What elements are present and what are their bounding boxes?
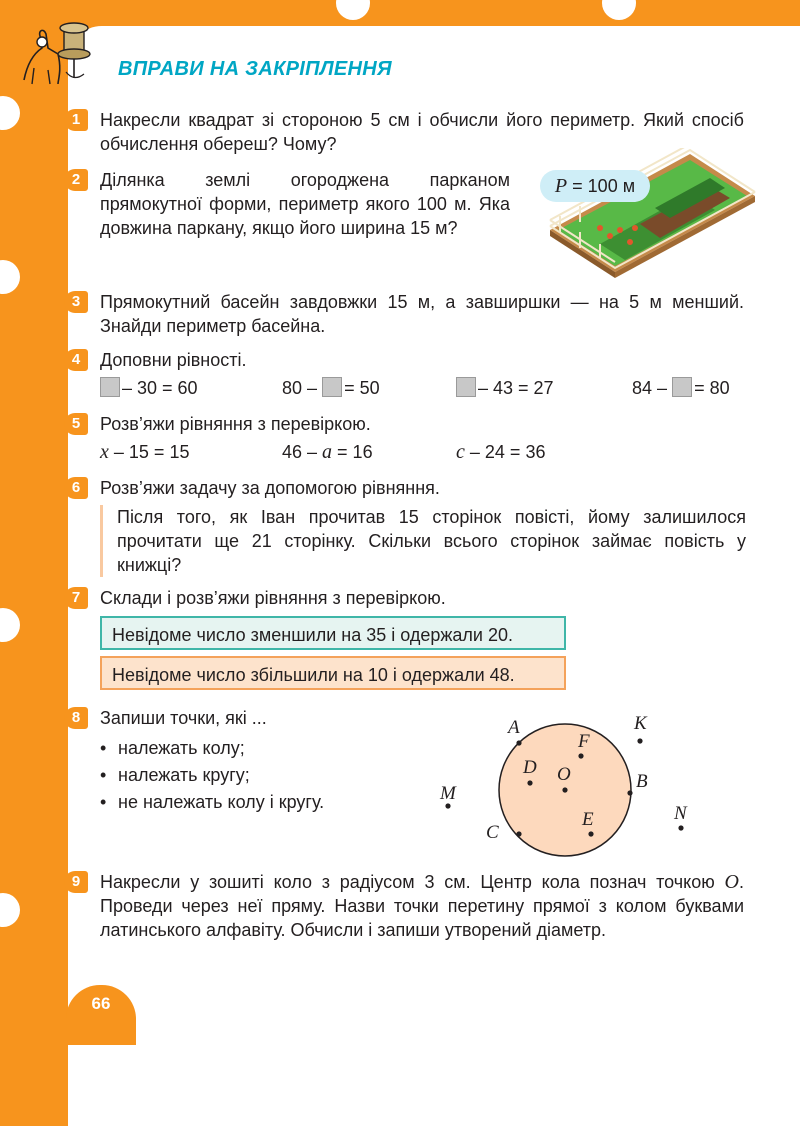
fenced-garden-illustration xyxy=(540,148,760,278)
label-e: E xyxy=(582,809,594,830)
equation-text: – 24 = 36 xyxy=(464,442,546,462)
section-title: ВПРАВИ НА ЗАКРІПЛЕННЯ xyxy=(118,58,392,80)
binder-hole xyxy=(602,0,636,20)
label-o: O xyxy=(557,764,571,785)
point-b xyxy=(627,790,632,795)
equation-text: 80 – xyxy=(282,378,318,398)
variable: x xyxy=(100,441,109,463)
exercise-number: 7 xyxy=(64,587,88,609)
binder-hole xyxy=(0,893,20,927)
label-b: B xyxy=(636,771,648,792)
exercise-text: Розв’яжи задачу за допомогою рівняння. xyxy=(100,478,440,498)
exercise-2 xyxy=(71,168,510,240)
exercise-number: 1 xyxy=(64,109,88,131)
task-box-1: Невідоме число зменшили на 35 і одержали 20. xyxy=(100,616,566,650)
exercise-text: Запиши точки, які ... xyxy=(100,708,267,728)
exercise-text: . xyxy=(738,872,744,892)
variable: O xyxy=(724,871,739,893)
bullet-item xyxy=(100,736,245,760)
binder-hole xyxy=(336,0,370,20)
equation-text: = 16 xyxy=(332,442,373,462)
label-d: D xyxy=(523,757,537,778)
variable: c xyxy=(456,441,465,463)
page-number: 66 xyxy=(66,985,136,1045)
bullet-dot: • xyxy=(100,792,107,812)
task-box-2: Невідоме число збільшили на 10 і одержали 48. xyxy=(100,656,566,690)
exercise-3 xyxy=(71,290,744,338)
point-e xyxy=(588,831,593,836)
point-a xyxy=(516,740,521,745)
blank-box[interactable] xyxy=(322,377,342,397)
point-c xyxy=(516,831,521,836)
equation-4-4 xyxy=(632,376,730,400)
mascot-with-pushpin-icon xyxy=(18,8,108,88)
bullet-dot: • xyxy=(100,765,107,785)
point-f xyxy=(578,753,583,758)
exercise-8 xyxy=(71,706,400,730)
exercise-text: Прямокутний басейн завдовжки 15 м, а завширшки — на 5 м менший. Знайди периметр басейна. xyxy=(100,292,744,336)
bullet-text: належать кругу; xyxy=(118,765,250,785)
exercise-text: Склади і розв’яжи рівняння з перевіркою. xyxy=(100,588,446,608)
exercise-number: 3 xyxy=(64,291,88,313)
binder-hole xyxy=(0,260,20,294)
label-c: C xyxy=(486,822,499,843)
label-m: M xyxy=(440,783,456,804)
equation-5-1 xyxy=(100,440,189,464)
blank-box[interactable] xyxy=(672,377,692,397)
equation-5-2 xyxy=(282,440,373,464)
exercise-text: Накресли квадрат зі стороною 5 см і обчисли його периметр. Який спосіб обчислення обереш? Чому? xyxy=(100,110,744,154)
label-a: A xyxy=(508,717,520,738)
point-o xyxy=(562,787,567,792)
binder-hole xyxy=(0,608,20,642)
bullet-item xyxy=(100,763,250,787)
exercise-number: 4 xyxy=(64,349,88,371)
equation-text: 84 – xyxy=(632,378,668,398)
exercise-number: 2 xyxy=(64,169,88,191)
binder-hole xyxy=(0,96,20,130)
blank-box[interactable] xyxy=(100,377,120,397)
exercise-4 xyxy=(71,348,744,372)
blank-box[interactable] xyxy=(456,377,476,397)
exercise-number: 5 xyxy=(64,413,88,435)
bullet-text: належать колу; xyxy=(118,738,245,758)
equation-4-1 xyxy=(100,376,198,400)
exercise-9 xyxy=(71,870,744,942)
equation-text: – 30 = 60 xyxy=(122,378,198,398)
equation-text: – 43 = 27 xyxy=(478,378,554,398)
exercise-number: 6 xyxy=(64,477,88,499)
exercise-number: 9 xyxy=(64,871,88,893)
equation-5-3 xyxy=(456,440,545,464)
perimeter-symbol: P xyxy=(554,175,568,197)
perimeter-value: = 100 м xyxy=(572,176,636,196)
exercise-text: Накресли у зошиті коло з радіусом 3 см. Центр кола познач точкою xyxy=(100,872,725,892)
exercise-number: 8 xyxy=(64,707,88,729)
point-n xyxy=(678,825,683,830)
equation-text: 46 – xyxy=(282,442,323,462)
equation-text: – 15 = 15 xyxy=(108,442,190,462)
equation-4-3 xyxy=(456,376,554,400)
exercise-text: Доповни рівності. xyxy=(100,350,247,370)
exercise-text: Ділянка землі огороджена парканом прямокутної форми, периметр якого 100 м. Яка довжина паркану, якщо його ширина 15 м? xyxy=(100,170,510,238)
exercise-6 xyxy=(71,476,744,500)
exercise-5 xyxy=(71,412,744,436)
bullet-dot: • xyxy=(100,738,107,758)
exercise-text: Розв’яжи рівняння з перевіркою. xyxy=(100,414,371,434)
variable: a xyxy=(322,441,333,463)
label-n: N xyxy=(674,803,687,824)
word-problem: Після того, як Іван прочитав 15 сторінок повісті, йому залишилося прочитати ще 21 сторінку. Скільки всього сторінок займає повість у книжці? xyxy=(100,505,746,577)
equation-4-2 xyxy=(282,376,380,400)
label-k: K xyxy=(634,713,647,734)
bullet-item xyxy=(100,790,324,814)
label-f: F xyxy=(578,731,590,752)
exercise-7 xyxy=(71,586,744,610)
point-k xyxy=(637,738,642,743)
exercise-text: Проведи через неї пряму. Назви точки перетину прямої з колом буквами латинського алфавіту. Обчисли і запиши утворений діаметр. xyxy=(100,896,744,940)
equation-text: = 50 xyxy=(344,378,380,398)
bullet-text: не належать колу і кругу. xyxy=(118,792,325,812)
equation-text: = 80 xyxy=(694,378,730,398)
perimeter-badge xyxy=(540,170,650,202)
point-d xyxy=(527,780,532,785)
circle-diagram xyxy=(430,700,730,870)
